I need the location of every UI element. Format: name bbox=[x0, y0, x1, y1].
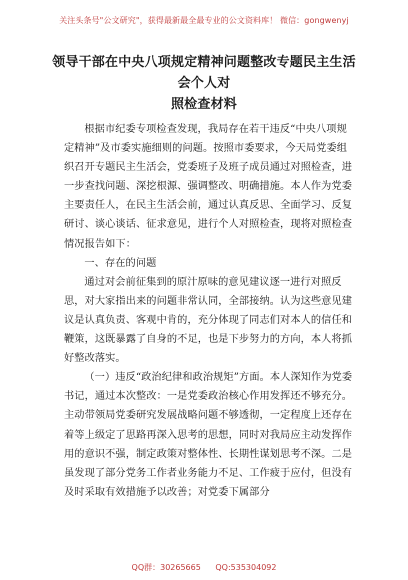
intro-paragraph: 根据市纪委专项检查发现，我局存在若干违反“中央八项规定精神”及市委实施细则的问题。按照市委要求，今天局党委组织召开专题民主生活会，党委班子及班子成员通过对照检查，进一步查找问题、深挖根源、强调整改、明确措施。本人作为党委主要责任人，在民主生活会前，通过认真反思、全面学习、反复研讨、谈心谈话、征求意见，进行个人对照检查，现将对照检查情况报告如下： bbox=[64, 124, 353, 250]
title-line-2: 照检查材料 bbox=[170, 97, 237, 112]
footer-qq-group: QQ群：30265665 bbox=[131, 563, 201, 572]
header-note: 关注头条号"公文研究"，获得最新最全最专业的公文资料库！ 微信：gongwenyj bbox=[59, 16, 349, 25]
body-paragraph: 通过对会前征集到的原汁原味的意见建议逐一进行对照反思，对大家指出来的问题非常认同，全部接纳。认为这些意见建议是认真负责、客观中肯的，充分体现了同志们对本人的信任和鞭策，这既暴露了自身的不足，也是下步努力的方向，本人将抓好整改落实。 bbox=[64, 276, 353, 365]
section-heading: 一、存在的问题 bbox=[84, 257, 157, 269]
document-body bbox=[64, 120, 354, 502]
title-line-1: 领导干部在中央八项规定精神问题整改专题民主生活会个人对 bbox=[52, 55, 356, 91]
footer-qq: QQ:535304092 bbox=[215, 563, 277, 572]
footer bbox=[0, 562, 408, 573]
document-title bbox=[48, 52, 360, 115]
body-paragraph: （一）违反“政治纪律和政治规矩”方面。本人深知作为党委书记，通过本次整改：一是党委政治核心作用发挥还不够充分。主动带领局党委研究发展战略问题不够透彻，一定程度上还存在着等上级定了思路再深入思考的思想，同时对我局应主动发挥作用的意识不强，制定政策对整体性、长期性谋划思考不深。二是虽发现了部分党务工作者业务能力不足、工作疲于应付，但没有及时采取有效措施予以改善；对党委下属部分 bbox=[64, 372, 353, 498]
